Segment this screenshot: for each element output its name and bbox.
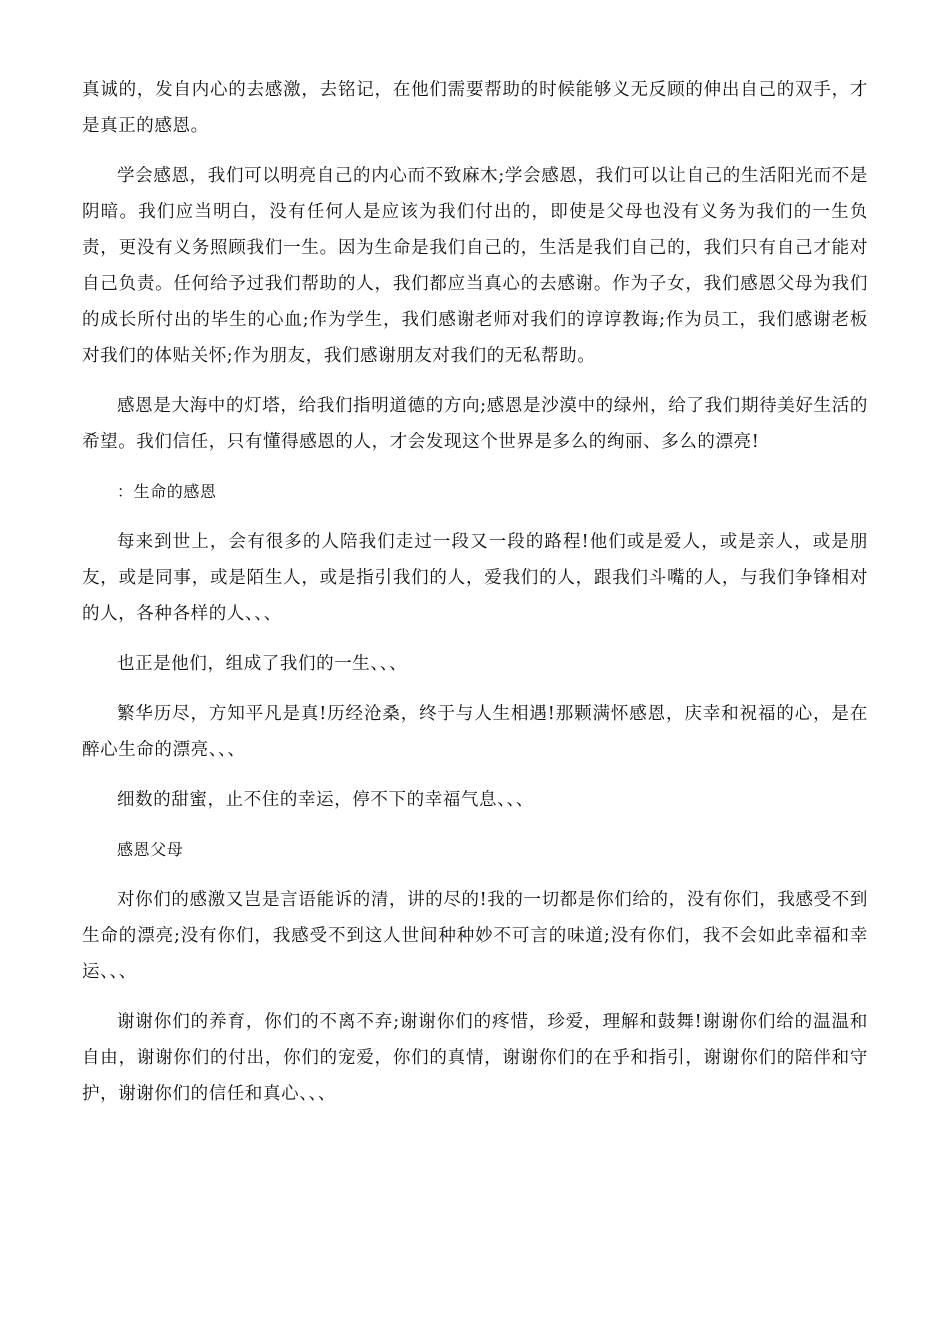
paragraph-thanks-parents: 对你们的感激又岂是言语能诉的清，讲的尽的!我的一切都是你们给的，没有你们，我感受不到生命的漂亮;没有你们，我感受不到这人世间种种妙不可言的味道;没有你们，我不会如此幸福和幸运、、、 [82,890,868,982]
paragraph-learn-gratitude: 学会感恩，我们可以明亮自己的内心而不致麻木;学会感恩，我们可以让自己的生活阳光而不是阴暗。我们应当明白，没有任何人是应该为我们付出的，即使是父母也没有义务为我们的一生负责，更没有义务照顾我们一生。因为生命是我们自己的，生活是我们自己的，我们只有自己才能对自己负责。任何给予过我们帮助的人，我们都应当真心的去感谢。作为子女，我们感恩父母为我们的成长所付出的毕生的心血;作为学生，我们感谢老师对我们的谆谆教诲;作为员工，我们感谢老板对我们的体贴关怀;作为朋友，我们感谢朋友对我们的无私帮助。 [82,166,868,366]
section-heading-parents: 感恩父母 [117,840,184,859]
document-body [82,72,868,1126]
section-heading-life-gratitude: ：生命的感恩 [117,482,217,501]
paragraph-gratitude-sincerity: 真诚的，发自内心的去感激，去铭记，在他们需要帮助的时候能够义无反顾的伸出自己的双手，才是真正的感恩。 [82,80,868,136]
paragraph-ordinary-is-true: 繁华历尽，方知平凡是真!历经沧桑，终于与人生相遇!那颗满怀感恩，庆幸和祝福的心，是在醉心生命的漂亮、、、 [82,704,868,760]
paragraph-thank-you-list: 谢谢你们的养育，你们的不离不弃;谢谢你们的疼惜，珍爱，理解和鼓舞!谢谢你们给的温温和自由，谢谢你们的付出，你们的宠爱，你们的真情，谢谢你们的在乎和指引，谢谢你们的陪伴和守护，谢谢你们的信任和真心、、、 [82,1012,868,1104]
paragraph-lighthouse: 感恩是大海中的灯塔，给我们指明道德的方向;感恩是沙漠中的绿州，给了我们期待美好生活的希望。我们信任，只有懂得感恩的人，才会发现这个世界是多么的绚丽、多么的漂亮! [82,396,868,452]
paragraph-sweetness: 细数的甜蜜，止不住的幸运，停不下的幸福气息、、、 [117,790,534,810]
paragraph-people-in-life: 每来到世上，会有很多的人陪我们走过一段又一段的路程!他们或是爱人，或是亲人，或是朋友，或是同事，或是陌生人，或是指引我们的人，爱我们的人，跟我们斗嘴的人，与我们争锋相对的人，各种各样的人、、、 [82,532,868,624]
paragraph-form-our-life: 也正是他们，组成了我们的一生、、、 [117,654,408,674]
